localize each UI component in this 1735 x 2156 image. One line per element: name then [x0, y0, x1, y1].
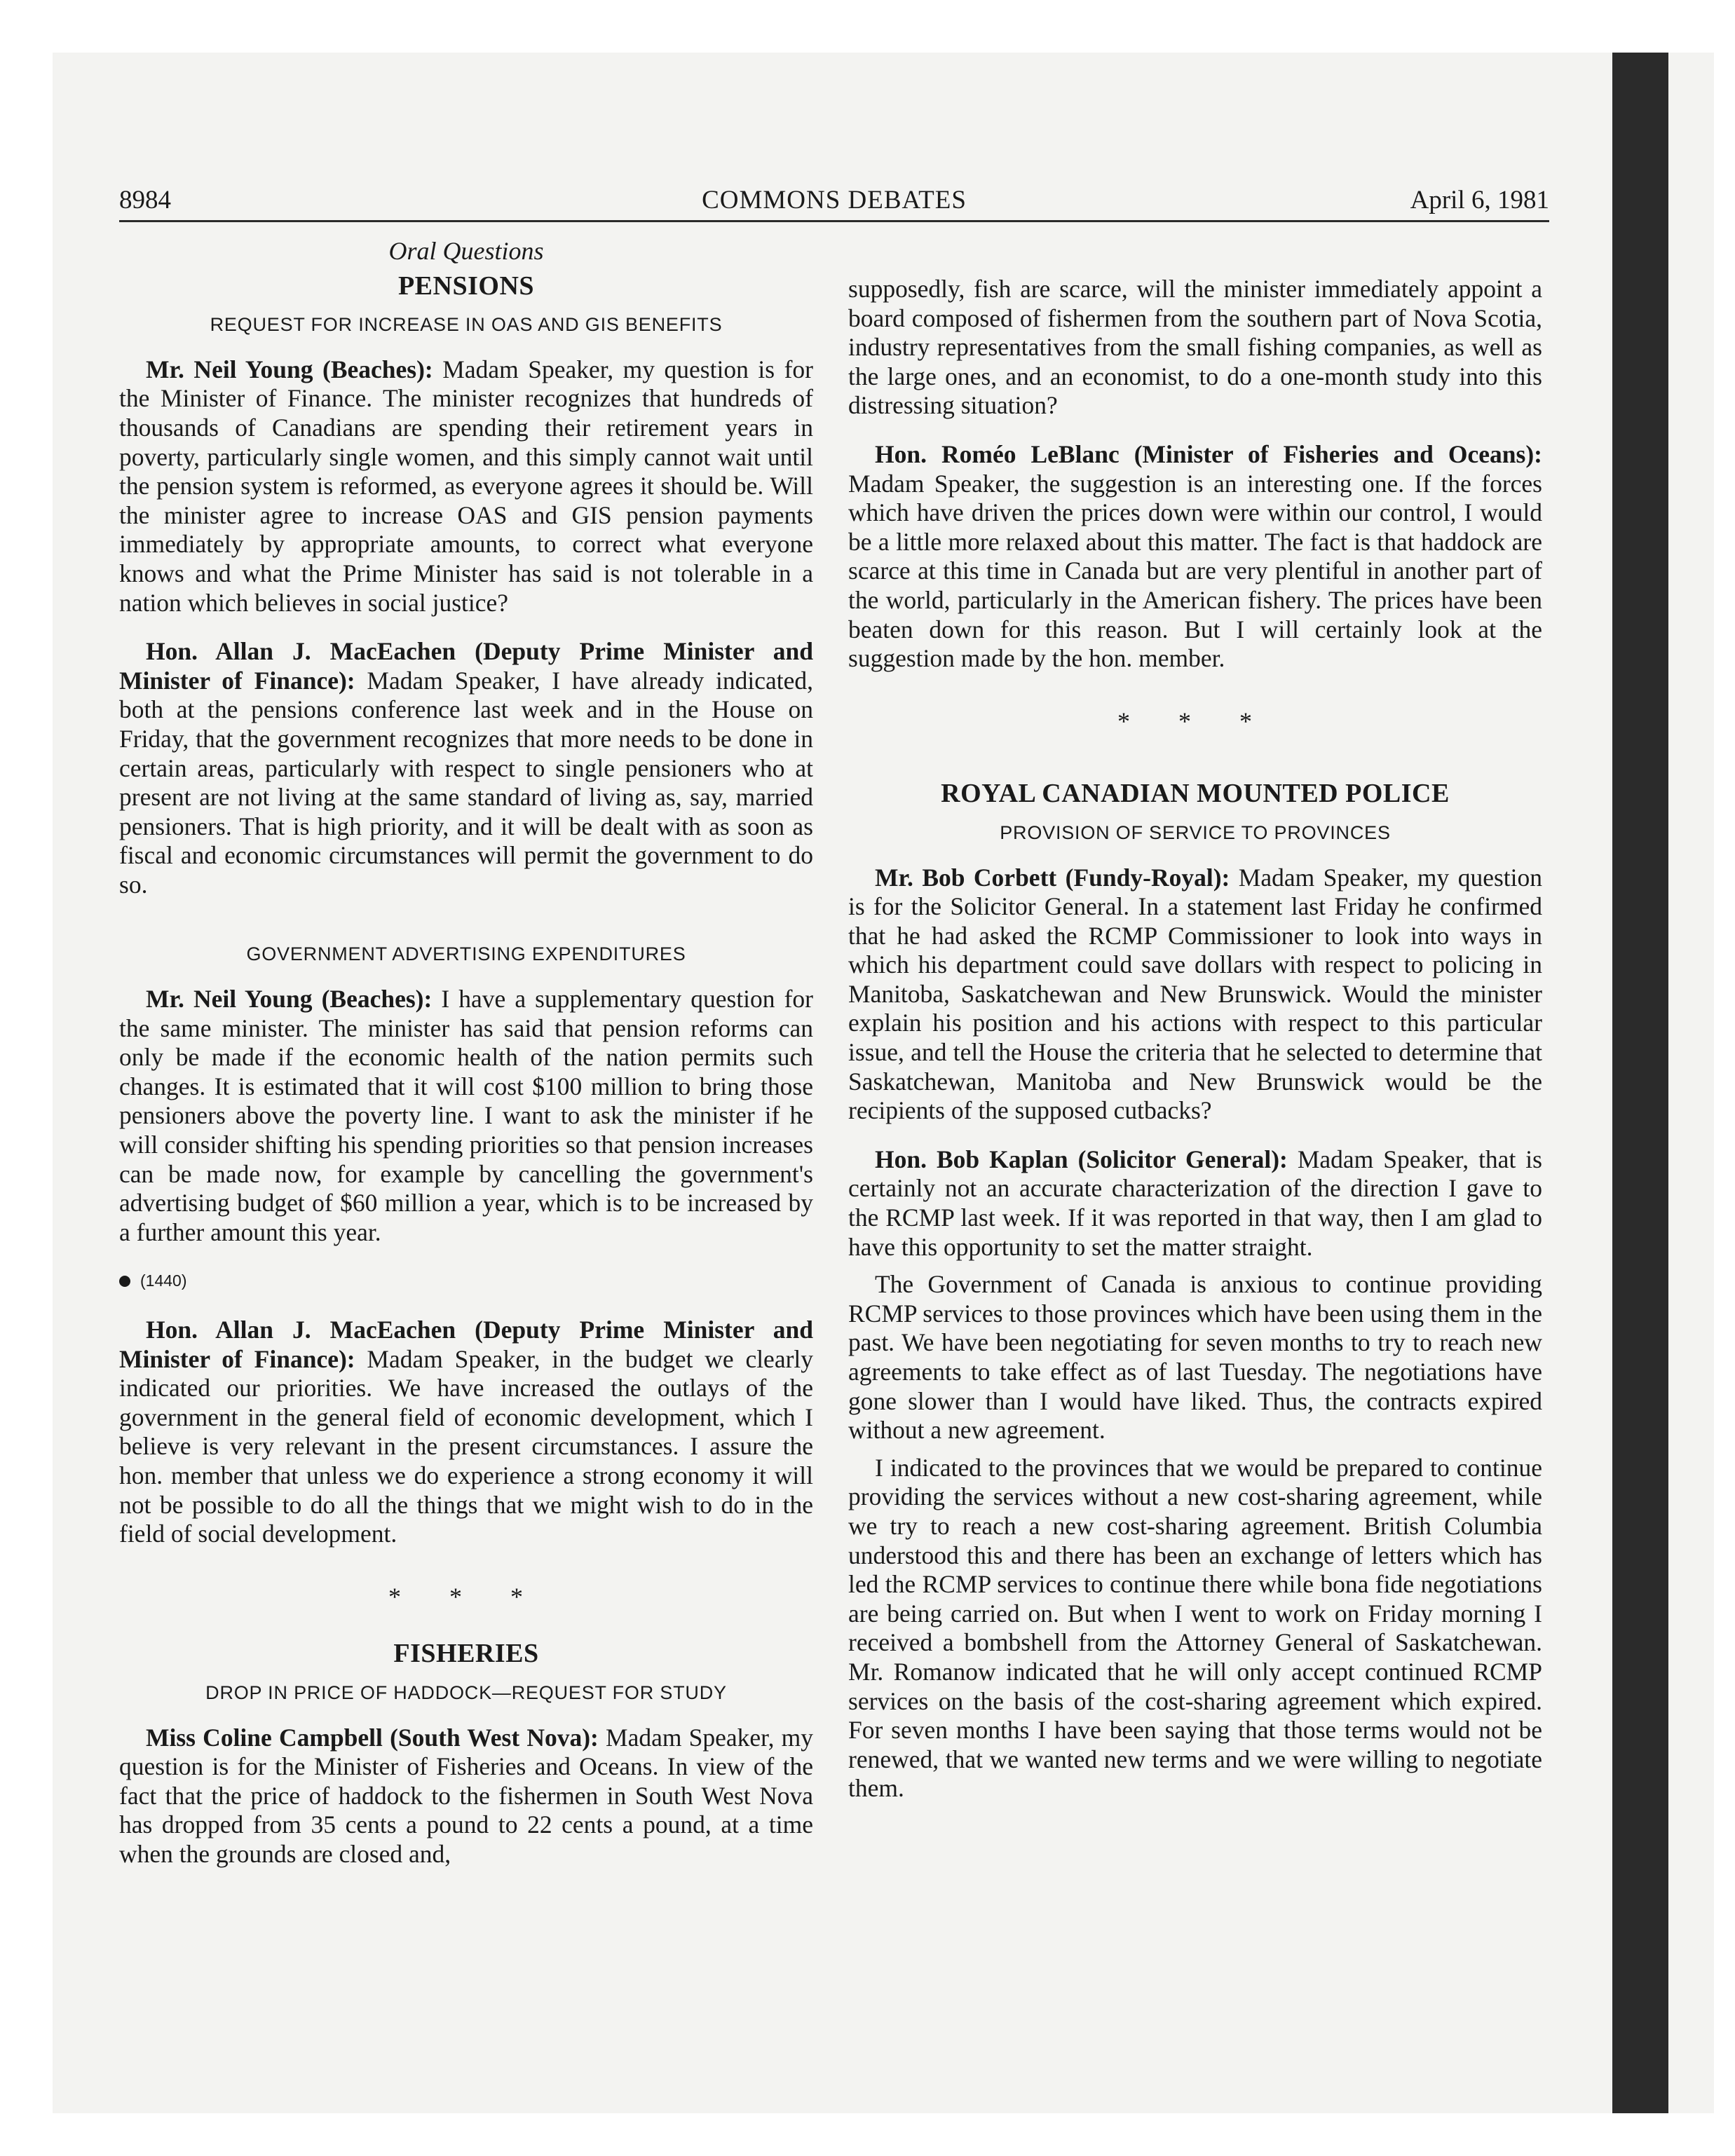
- paragraph: [119, 637, 813, 899]
- time-marker: [119, 1267, 813, 1296]
- speaker-name: Hon. Allan J. MacEachen (Deputy Prime Minister and Minister of Finance):: [119, 637, 813, 695]
- heading-fisheries: FISHERIES: [393, 1639, 539, 1669]
- subheading-oas-gis: REQUEST FOR INCREASE IN OAS AND GIS BENEFITS: [210, 314, 723, 336]
- time-marker-text: (1440): [140, 1271, 187, 1290]
- speech-text: Madam Speaker, my question is for the Minister of Fisheries and Oceans. In view of the fact that the price of haddock to the fishermen in South West Nova has dropped from 35 cents a pound to 22 cents a pound, at a time when the grounds are closed and,: [119, 1723, 813, 1868]
- left-column: [119, 237, 813, 1869]
- subheading-advertising: GOVERNMENT ADVERTISING EXPENDITURES: [246, 943, 686, 965]
- heading-rcmp: ROYAL CANADIAN MOUNTED POLICE: [941, 779, 1450, 809]
- heading-pensions: PENSIONS: [397, 271, 535, 301]
- speaker-name: Hon. Allan J. MacEachen (Deputy Prime Minister and Minister of Finance):: [119, 1316, 813, 1373]
- speech-text: Madam Speaker, the suggestion is an interesting one. If the forces which have driven the prices down were within our control, I would be a little more relaxed about this matter. The fact is that haddock are scarce at this time in Canada but are very plentiful in another part of the world, particularly in the American fishery. The prices have been beaten down for this reason. But I will certainly look at the suggestion made by the hon. member.: [848, 469, 1542, 673]
- speech-text: Madam Speaker, in the budget we clearly indicated our priorities. We have increased the outlays of the government in the general field of economic development, which I believe is very relevant in the present circumstances. I assure the hon. member that unless we do experience a strong economy it will not be possible to do all the things that we might wish to do in the field of social development.: [119, 1344, 814, 1548]
- section-separator: * * *: [388, 1582, 544, 1611]
- speaker-name: Mr. Neil Young (Beaches):: [146, 355, 433, 383]
- speech-text: Madam Speaker, I have already indicated, both at the pensions conference last week and in the House on Friday, that the government recognizes that more needs to be done in certain areas, particularly with respect to single pensioners who at present are not living at the same standard of living as, say, married pensioners. That is high priority, and it will be dealt with as soon as fiscal and economic circumstances will permit the government to do so.: [119, 666, 813, 899]
- section-separator: * * *: [1117, 707, 1273, 735]
- right-column: [848, 275, 1542, 1803]
- paragraph: I indicated to the provinces that we would be prepared to continue providing the services without a new cost-sharing agreement, while we try to reach a new cost-sharing agreement. British Columbia understood this and there has been an exchange of letters which has led the RCMP services to continue there while bona fide negotiations are being carried on. But when I went to work on Friday morning I received a bombshell from the Attorney General of Saskatchewan. Mr. Romanow indicated that he will only accept continued RCMP services on the basis of the cost-sharing agreement which expired. For seven months I have been saying that those terms would not be renewed, that we wanted new terms and we were willing to negotiate them.: [848, 1453, 1542, 1803]
- page-edge-shadow: [1612, 53, 1668, 2113]
- paragraph: [848, 864, 1542, 1126]
- page-header: [119, 184, 1549, 222]
- paragraph: [848, 1145, 1542, 1262]
- journal-title: COMMONS DEBATES: [702, 186, 967, 214]
- speech-text: Madam Speaker, my question is for the Minister of Finance. The minister recognizes that hundreds of thousands of Canadians are spending their retirement years in poverty, particularly single women, and this simply cannot wait until the pension system is reformed, as everyone agrees it should be. Will the minister agree to increase OAS and GIS pension payments immediately by appropriate amounts, to correct what everyone knows and what the Prime Minister has said is not tolerable in a nation which believes in social justice?: [119, 355, 814, 617]
- speech-text: Madam Speaker, my question is for the Solicitor General. In a statement last Friday he confirmed that he had asked the RCMP Commissioner to look into ways in which his department could save dollars with respect to policing in Manitoba, Saskatchewan and New Brunswick. Would the minister explain his position and his actions with respect to this particular issue, and tell the House the criteria that he selected to determine that Saskatchewan, Manitoba and New Brunswick would be the recipients of the supposed cutbacks?: [848, 863, 1542, 1125]
- speaker-name: Mr. Neil Young (Beaches):: [146, 985, 433, 1014]
- subheading-provision: PROVISION OF SERVICE TO PROVINCES: [1000, 821, 1391, 843]
- paragraph: supposedly, fish are scarce, will the minister immediately appoint a board composed of fishermen from the southern part of Nova Scotia, industry representatives from the small fishing companies, as well as the large ones, and an economist, to do a one-month study into this distressing situation?: [848, 275, 1542, 420]
- section-label: Oral Questions: [388, 237, 544, 265]
- speech-text: Madam Speaker, that is certainly not an accurate characterization of the direction I gave to the RCMP last week. If it was reported in that way, then I am glad to have this opportunity to set the matter straight.: [848, 1145, 1542, 1261]
- paragraph: The Government of Canada is anxious to continue providing RCMP services to those provinces which have been using them in the past. We have been negotiating for seven months to try to reach new agreements to take effect as of last Tuesday. The negotiations have gone slower than I would have liked. Thus, the contracts expired without a new agreement.: [848, 1270, 1542, 1445]
- speech-text: I have a supplementary question for the same minister. The minister has said that pension reforms can only be made if the economic health of the nation permits such changes. It is estimated that it will cost $100 million to bring those pensioners above the poverty line. I want to ask the minister if he will consider shifting his spending priorities so that pension increases can be made now, for example by cancelling the government's advertising budget of $60 million a year, which is to be increased by a further amount this year.: [119, 985, 814, 1246]
- bullet-icon: [119, 1276, 130, 1287]
- paragraph: [119, 1724, 813, 1869]
- paragraph: [119, 1316, 813, 1549]
- paragraph: [848, 440, 1542, 674]
- speaker-name: Hon. Roméo LeBlanc (Minister of Fisheries and Oceans):: [875, 439, 1542, 468]
- paragraph: [119, 985, 813, 1247]
- speaker-name: Miss Coline Campbell (South West Nova):: [146, 1723, 599, 1752]
- subheading-haddock: DROP IN PRICE OF HADDOCK—REQUEST FOR STUDY: [205, 1681, 727, 1703]
- speaker-name: Hon. Bob Kaplan (Solicitor General):: [875, 1145, 1288, 1173]
- issue-date: April 6, 1981: [1410, 186, 1549, 214]
- speaker-name: Mr. Bob Corbett (Fundy-Royal):: [875, 863, 1230, 892]
- paragraph: [119, 355, 813, 618]
- page-number: 8984: [119, 186, 171, 214]
